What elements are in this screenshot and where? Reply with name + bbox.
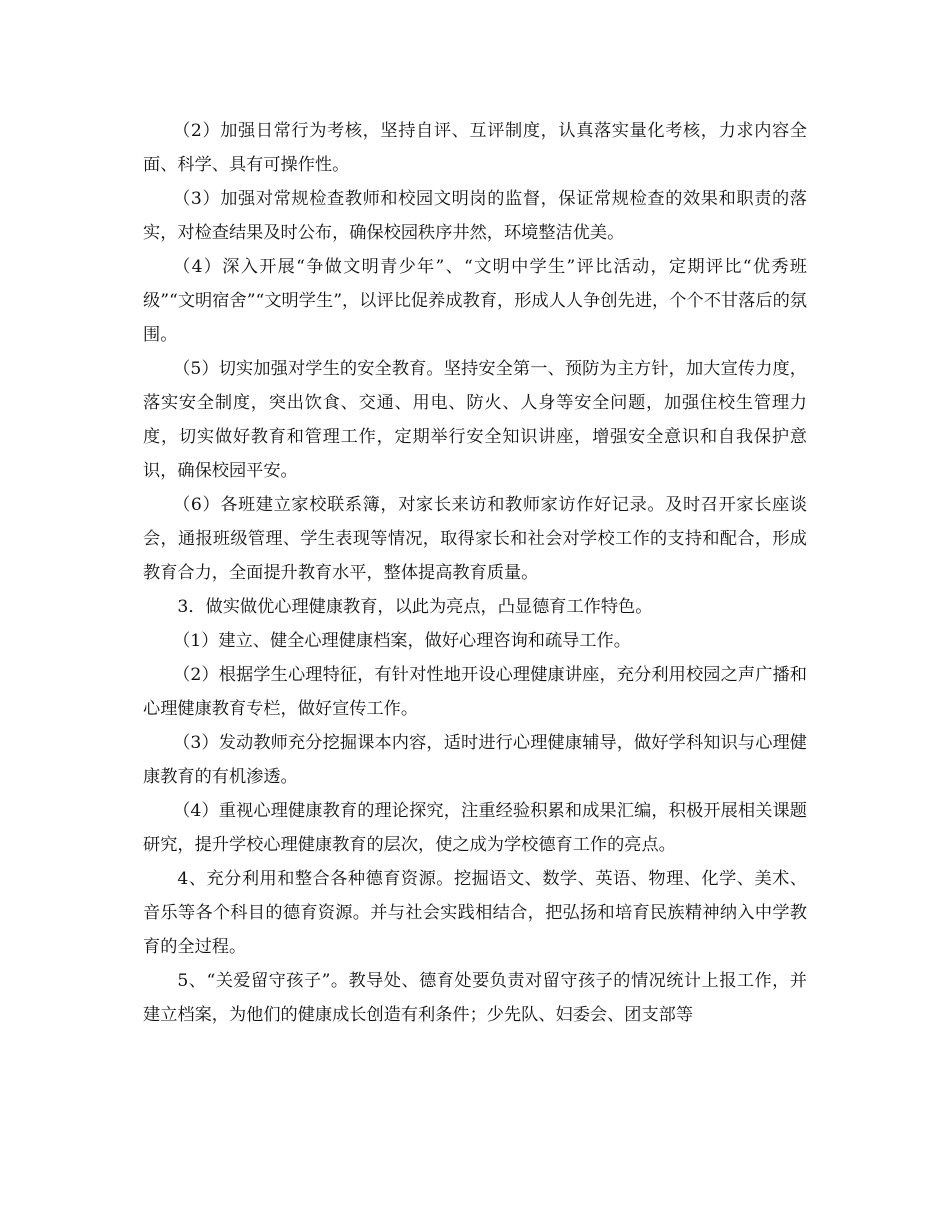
paragraph-item-1-health-records: （1）建立、健全心理健康档案，做好心理咨询和疏导工作。 <box>173 631 631 651</box>
paragraph-item-2-daily-behavior: （2）加强日常行为考核，坚持自评、互评制度，认真落实量化考核，力求内容全面、科学、具有可操作性。 <box>143 121 807 175</box>
paragraph-item-3-teachers: （3）发动教师充分挖掘课本内容，适时进行心理健康辅导，做好学科知识与心理健康教育的有机渗透。 <box>143 733 807 787</box>
paragraph-section-3-mental-health: 3．做实做优心理健康教育，以此为亮点，凸显德育工作特色。 <box>177 597 653 617</box>
paragraph-item-6-home-school: （6）各班建立家校联系簿，对家长来访和教师家访作好记录。及时召开家长座谈会，通报班级管理、学生表现等情况，取得家长和社会对学校工作的支持和配合，形成教育合力，全面提升教育水平，整体提高教育质量。 <box>143 495 807 583</box>
paragraph-section-5-left-behind-children: 5、“关爱留守孩子”。教导处、德育处要负责对留守孩子的情况统计上报工作，并建立档案，为他们的健康成长创造有利条件；少先队、妇委会、团支部等 <box>143 971 807 1025</box>
paragraph-section-4-resources: 4、充分利用和整合各种德育资源。挖掘语文、数学、英语、物理、化学、美术、音乐等各个科目的德育资源。并与社会实践相结合，把弘扬和培育民族精神纳入中学教育的全过程。 <box>143 869 807 957</box>
paragraph-item-3-inspection: （3）加强对常规检查教师和校园文明岗的监督，保证常规检查的效果和职责的落实，对检查结果及时公布，确保校园秩序井然，环境整洁优美。 <box>143 189 807 243</box>
document-body <box>143 114 807 1032</box>
paragraph-item-2-lectures: （2）根据学生心理特征，有针对性地开设心理健康讲座，充分利用校园之声广播和心理健康教育专栏，做好宣传工作。 <box>143 665 807 719</box>
paragraph-item-4-research: （4）重视心理健康教育的理论探究，注重经验积累和成果汇编，积极开展相关课题研究，提升学校心理健康教育的层次，使之成为学校德育工作的亮点。 <box>143 801 807 855</box>
paragraph-item-4-civilized-activities: （4）深入开展“争做文明青少年”、“文明中学生”评比活动，定期评比“优秀班级”“文明宿舍”“文明学生”，以评比促养成教育，形成人人争创先进，个个不甘落后的氛围。 <box>143 257 807 345</box>
paragraph-item-5-safety-education: （5）切实加强对学生的安全教育。坚持安全第一、预防为主方针，加大宣传力度，落实安全制度，突出饮食、交通、用电、防火、人身等安全问题，加强住校生管理力度，切实做好教育和管理工作，定期举行安全知识讲座，增强安全意识和自我保护意识，确保校园平安。 <box>143 359 807 481</box>
